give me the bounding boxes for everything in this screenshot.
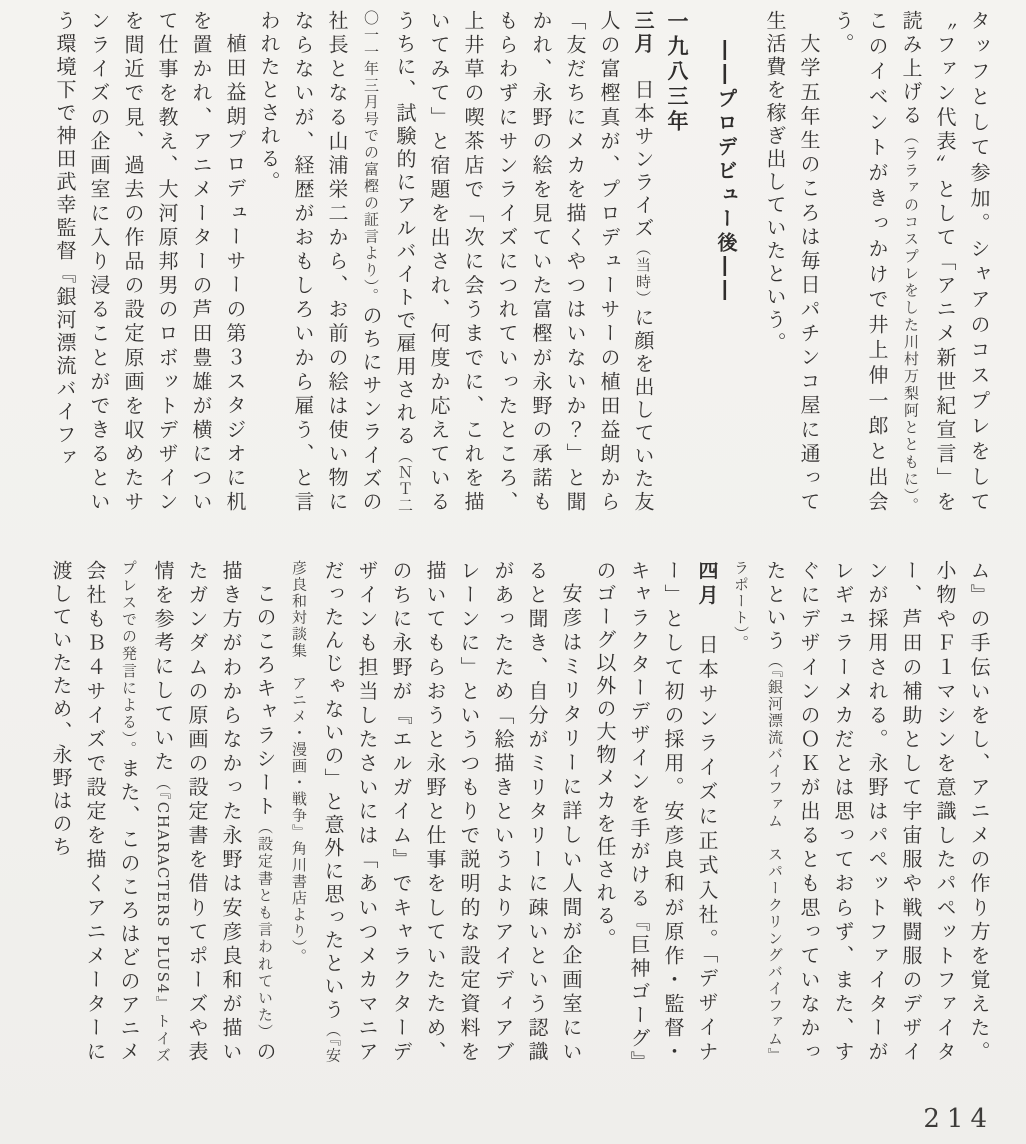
paragraph	[758, 10, 826, 514]
paragraph	[282, 560, 588, 1064]
citation-note: （『安彦良和対談集 アニメ・漫画・戦争』角川書店より）。	[290, 560, 342, 1065]
text-segment: 日本サンライズ	[631, 56, 655, 241]
text-segment: このイベントがきっかけで井上伸一郎と出会う。	[831, 10, 889, 515]
paragraph	[252, 10, 660, 514]
year-heading-1983: 一九八三年	[665, 10, 689, 135]
text-segment: ム』の手伝いをし、アニメの作り方を覚えた。小物やＦ１マシンを意識したパペットファイター、芦田の補助として宇宙服や戦闘服のデザインが採用される。永野はパペットファイターがレギュラーメカだとは思っておらず、また、すぐにデザインのＯＫが出るとも思っていなかったという	[763, 560, 991, 1064]
paragraph	[724, 560, 996, 1064]
citation-note: （設定書とも言われていた）	[256, 818, 274, 1042]
paragraph	[48, 10, 252, 514]
text-segment: 三月	[631, 10, 655, 57]
text-segment: の描き方がわからなかった永野は安彦良和が描いたガンダムの原画の設定書を借りてポーズや表情を参考にしていた	[151, 560, 277, 1065]
text-segment: 四月	[695, 560, 719, 610]
citation-note: （『CHARACTERS PLUS4』トイズプレスでの発言による）。	[120, 560, 172, 1065]
citation-note: （ＮＴ二〇一一年三月号での富樫の証言より）。	[362, 10, 414, 515]
timeline-bottom-block	[16, 560, 996, 1064]
text-segment: 植田益朗プロデューサーの第３スタジオに机を置かれ、アニメーターの芦田豊雄が横について仕事を教え、大河原邦男のロボットデザインを間近で見、過去の作品の設定原画を収めたサンライズの企画室に入り浸ることができるという環境下で神田武幸監督『銀河漂流バイファ	[53, 10, 247, 514]
page-number: 214	[923, 1104, 994, 1134]
text-segment: また、このころはどのアニメ会社もＢ４サイズで設定を描くアニメーターに渡していたため、永野はのち	[49, 560, 141, 1065]
text-segment: のちにサンライズの社長となる山浦栄二から、お前の絵は使い物にならないが、経歴がおもしろいから雇う、と言われたとされる。	[257, 10, 383, 515]
text-segment: 大学五年生のころは毎日パチンコ屋に通って生活費を稼ぎ出していたという。	[763, 10, 821, 514]
timeline-top-block	[16, 10, 996, 514]
text-segment: に顔を出していた友人の富樫真が、プロデューサーの植田益朗から「友だちにメカを描くやつはいないか？」と聞かれ、永野の絵を見ていた富樫が永野の承諾ももらわずにサンライズにつれていったところ、上井草の喫茶店で「次に会うまでに、これを描いてみて」と宿題を出され、何度か応えているうちに、試験的にアルバイトで雇用される	[393, 10, 655, 515]
text-segment: 安彦はミリタリーに詳しい人間が企画室にいると聞き、自分がミリタリーに疎いという認識があったため「絵描きというよりアイディアブレーンに」というつもりで説明的な設定資料を描いてもらおうと永野と仕事をしていたため、のちに永野が『エルガイム』でキャラクターデザインも担当したさいには「あいつメカマニアだったんじゃないの」と意外に思ったという	[321, 560, 583, 1064]
paragraph	[826, 10, 996, 514]
paragraph	[44, 560, 282, 1064]
citation-note: （ララァのコスプレをした川村万梨阿とともに）。	[902, 128, 920, 515]
paragraph	[588, 560, 724, 1064]
text-segment: タッフとして参加。シャアのコスプレをして〝ファン代表〟として「アニメ新世紀宣言」を読み上げる	[899, 10, 991, 514]
text-segment: このころキャラシート	[253, 583, 277, 819]
citation-note: （『銀河漂流バイファム スパークリングバイファム』ラポート）。	[732, 560, 784, 1064]
section-header-pro-debut: ――プロデビュー後――	[714, 40, 738, 304]
citation-note: （当時）	[634, 240, 652, 307]
text-segment: 日本サンライズに正式入社。「デザイナー」として初の採用。安彦良和が原作・監督・キャラクターデザインを手がける『巨神ゴーグ』のゴーグ以外の大物メカを任される。	[593, 560, 719, 1065]
